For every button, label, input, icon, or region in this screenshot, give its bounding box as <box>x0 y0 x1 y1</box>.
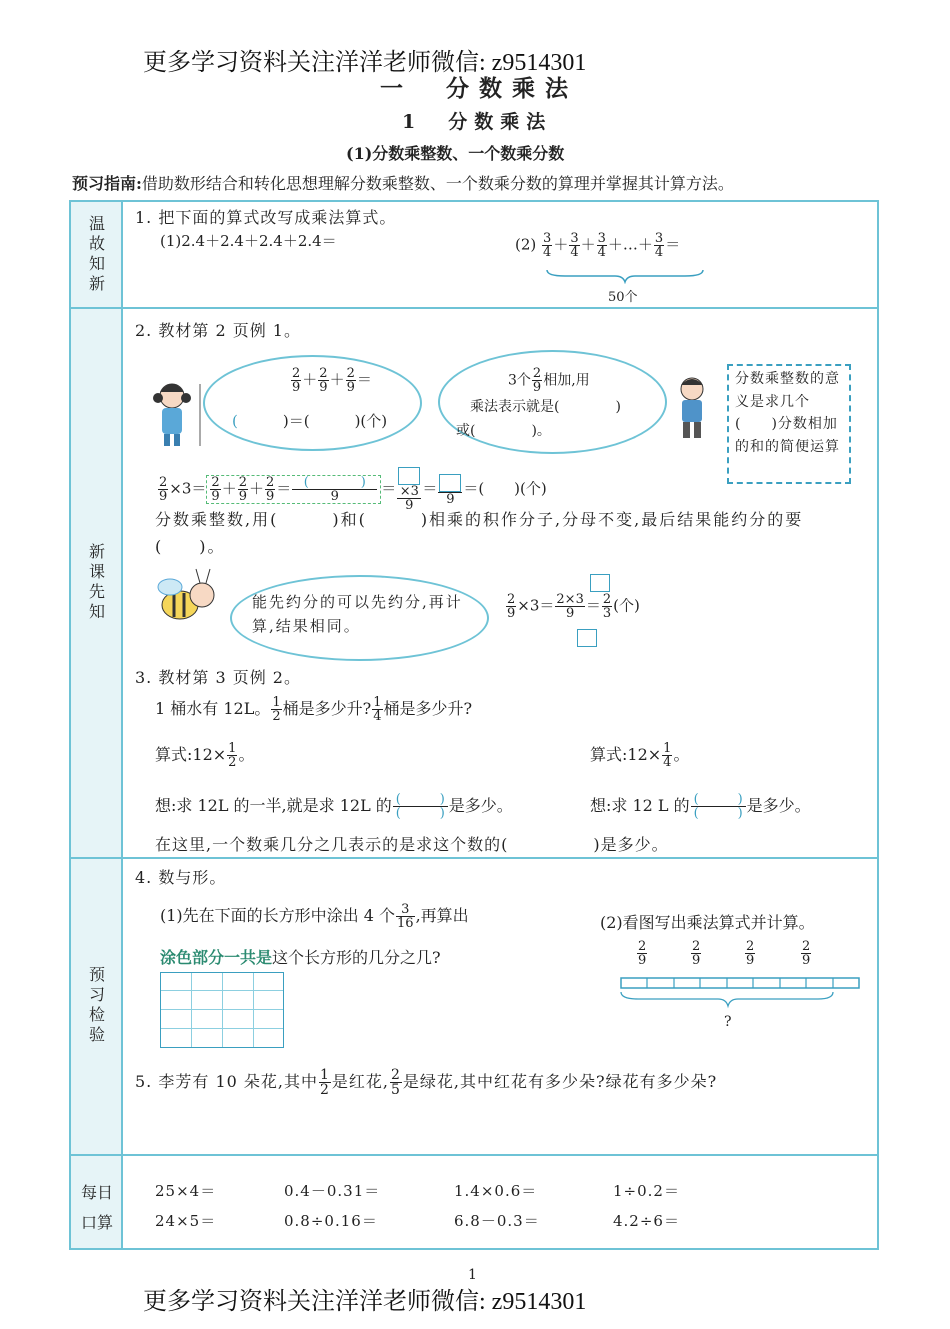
mental-1-2: 0.4－0.31＝ <box>284 1182 381 1200</box>
mental-2-3: 6.8－0.3＝ <box>454 1212 540 1230</box>
mental-2-1: 24×5＝ <box>155 1212 217 1230</box>
q4-part1: (1)先在下面的长方形中涂出 4 个 $\frac{3}{16}$ ,再算出 <box>160 902 469 931</box>
divider-2 <box>71 857 877 859</box>
q1-title: 1. 把下面的算式改写成乘法算式。 <box>135 208 397 227</box>
page-number: 1 <box>468 1267 477 1283</box>
rectangle-grid[interactable] <box>160 972 284 1048</box>
q4-title: 4. 数与形。 <box>135 868 227 887</box>
bee-illustration <box>150 565 230 633</box>
cloud2-line3: 或( )。 <box>456 423 551 439</box>
simplify-box-bottom <box>577 627 597 647</box>
q1-brace <box>545 268 705 284</box>
q2-title: 2. 教材第 2 页例 1。 <box>135 321 301 340</box>
q2-rule-fill: 分数乘整数,用( )和( )相乘的积作分子,分母不变,最后结果能约分的要( )。 <box>155 510 804 556</box>
q2-equation: $\frac{2}{9}$ ×3＝ $\frac{2}{9}$ ＋ $\frac{2}{9}$ ＋ $\frac{2}{9}$ ＝ $\frac{( )}{9}$ ＝ $\frac{\times 3}{9}$ ＝ 9 ＝( )(个) <box>157 467 547 512</box>
bar-label-1: $\frac{2}{9}$ <box>638 939 647 968</box>
cloud1-equation: $\frac{2}{9}$ ＋ $\frac{2}{9}$ ＋ $\frac{2}{9}$ ＝ <box>292 366 372 395</box>
note-text: 分数乘整数的意义是求几个( )分数相加的和的简便运算 <box>735 371 840 455</box>
mental-1-3: 1.4×0.6＝ <box>454 1182 538 1200</box>
q4-part1-question: 涂色部分一共是这个长方形的几分之几? <box>160 948 441 967</box>
bar-label-3: $\frac{2}{9}$ <box>746 939 755 968</box>
mental-1-1: 25×4＝ <box>155 1182 217 1200</box>
bar-question-mark: ? <box>724 1014 732 1030</box>
divider-1 <box>71 307 877 309</box>
q1-part1: (1)2.4＋2.4＋2.4＋2.4＝ <box>160 232 337 250</box>
section-check: 预习检验 <box>88 965 105 1044</box>
watermark-bottom: 更多学习资料关注洋洋老师微信: z9514301 <box>143 1289 587 1315</box>
q1-brace-label: 50个 <box>608 290 638 305</box>
unit-title: 一 分数乘法 <box>380 75 578 102</box>
guide-text: 借助数形结合和转化思想理解分数乘整数、一个数乘分数的算理并掌握其计算方法。 <box>141 174 734 193</box>
section-new: 新课先知 <box>88 542 105 621</box>
bee-cloud-text: 能先约分的可以先约分,再计算,结果相同。 <box>252 593 463 635</box>
cloud1-result: ( )＝( )(个) <box>232 412 388 430</box>
cloud2-line1: 3个 $\frac{2}{9}$ 相加,用 <box>508 366 590 395</box>
mental-2-2: 0.8÷0.16＝ <box>284 1212 378 1230</box>
girl-illustration <box>150 380 205 448</box>
q3-think-right: 想:求 12 L 的 $\frac{( )}{( )}$ 是多少。 <box>590 792 811 821</box>
segment-bar-diagram <box>618 972 863 1022</box>
sidebar-column <box>71 202 123 1248</box>
section-review: 温故知新 <box>88 214 105 293</box>
q5-problem: 5. 李芳有 10 朵花,其中 $\frac{1}{2}$ 是红花, $\frac{2}{5}$ 是绿花,其中红花有多少朵?绿花有多少朵? <box>135 1067 718 1098</box>
sub-title: (1)分数乘整数、一个数乘分数 <box>346 144 565 163</box>
mental-1-4: 1÷0.2＝ <box>613 1182 680 1200</box>
section-daily: 每日口算 <box>80 1183 113 1232</box>
q3-think-left: 想:求 12L 的一半,就是求 12L 的 $\frac{( )}{( )}$ 是多少。 <box>155 792 513 821</box>
bar-label-4: $\frac{2}{9}$ <box>802 939 811 968</box>
watermark-top: 更多学习资料关注洋洋老师微信: z9514301 <box>143 50 587 76</box>
q1-part2: (2) $\frac{3}{4}$ ＋ $\frac{3}{4}$ ＋ $\frac{3}{4}$ ＋…＋ $\frac{3}{4}$ ＝ <box>515 231 681 260</box>
simplify-box-top <box>590 572 610 592</box>
q4-part2: (2)看图写出乘法算式并计算。 <box>600 913 815 932</box>
q3-title: 3. 教材第 3 页例 2。 <box>135 668 301 687</box>
q3-formula-left: 算式:12× $\frac{1}{2}$ 。 <box>155 741 255 770</box>
divider-3 <box>71 1154 877 1156</box>
cloud2-line2: 乘法表示就是( ) <box>470 399 621 415</box>
guide-label: 预习指南: <box>72 174 142 193</box>
boy-illustration <box>670 375 715 440</box>
q3-formula-right: 算式:12× $\frac{1}{4}$ 。 <box>590 741 690 770</box>
simplify-example: $\frac{2}{9}$ ×3＝ $\frac{2\times 3}{9}$ ＝ $\frac{2}{3}$ (个) <box>507 592 640 621</box>
preview-guide <box>72 171 734 194</box>
lesson-title: 1 分数乘法 <box>402 111 553 133</box>
mental-2-4: 4.2÷6＝ <box>613 1212 680 1230</box>
q3-problem: 1 桶水有 12L。 $\frac{1}{2}$ 桶是多少升? $\frac{1}{4}$ 桶是多少升? <box>155 695 473 724</box>
q3-summary: 在这里,一个数乘几分之几表示的是求这个数的( )是多少。 <box>155 835 669 854</box>
bar-label-2: $\frac{2}{9}$ <box>692 939 701 968</box>
